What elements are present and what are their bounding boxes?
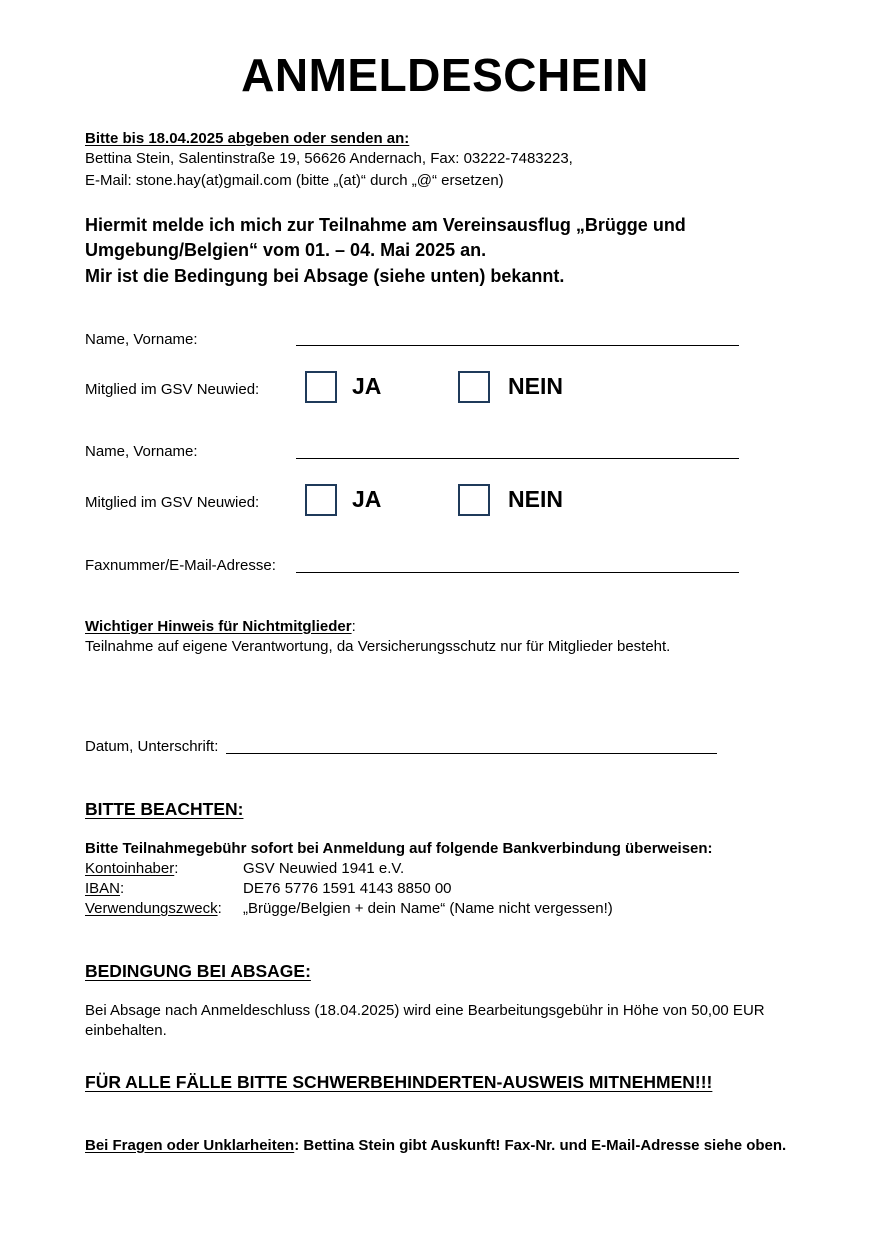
page-title: ANMELDESCHEIN xyxy=(241,49,649,101)
cancellation-heading: BEDINGUNG BEI ABSAGE: xyxy=(85,961,311,981)
questions-label: Bei Fragen oder Unklarheiten xyxy=(85,1137,295,1154)
bank-row-holder xyxy=(0,858,890,880)
member-no-label-2: NEIN xyxy=(508,486,563,512)
notice-text: Teilnahme auf eigene Verantwortung, da Versicherungsschutz nur für Mitglieder besteht. xyxy=(85,638,671,655)
contact-input-line[interactable] xyxy=(296,572,739,573)
name-input-line-2[interactable] xyxy=(296,458,739,459)
payment-intro: Bitte Teilnahmegebühr sofort bei Anmeldung auf folgende Bankverbindung überweisen: xyxy=(85,840,713,857)
member-no-checkbox-2[interactable] xyxy=(458,484,490,516)
name-label-2: Name, Vorname: xyxy=(85,443,198,460)
cancellation-line-1: Bei Absage nach Anmeldeschluss (18.04.2025) wird eine Bearbeitungsgebühr in Höhe von 50,00 EUR xyxy=(85,1002,765,1019)
iban-label: IBAN: xyxy=(85,880,125,897)
member-yes-label-1: JA xyxy=(352,373,382,399)
holder-value: GSV Neuwied 1941 e.V. xyxy=(243,860,405,877)
notice-heading-text: Wichtiger Hinweis für Nichtmitglieder xyxy=(85,618,352,635)
contact-label: Faxnummer/E-Mail-Adresse: xyxy=(85,557,276,574)
payment-heading: BITTE BEACHTEN: xyxy=(85,799,244,819)
signature-label: Datum, Unterschrift: xyxy=(85,738,219,755)
deadline-heading: Bitte bis 18.04.2025 abgeben oder senden an: xyxy=(85,130,410,147)
bank-row-purpose xyxy=(0,898,890,920)
holder-label: Kontoinhaber: xyxy=(85,860,179,877)
member-label-1: Mitglied im GSV Neuwied: xyxy=(85,381,260,398)
purpose-label: Verwendungszweck: xyxy=(85,900,222,917)
address-line: Bettina Stein, Salentinstraße 19, 56626 Andernach, Fax: 03222-7483223, xyxy=(85,150,573,167)
questions-line xyxy=(85,1135,786,1157)
notice-colon: : xyxy=(351,618,356,635)
purpose-value: „Brügge/Belgien + dein Name“ (Name nicht vergessen!) xyxy=(243,900,613,917)
name-input-line-1[interactable] xyxy=(296,345,739,346)
intro-line-1: Hiermit melde ich mich zur Teilnahme am Vereinsausflug „Brügge und xyxy=(85,215,686,235)
intro-line-2: Umgebung/Belgien“ vom 01. – 04. Mai 2025 an. xyxy=(85,240,487,260)
intro-line-3: Mir ist die Bedingung bei Absage (siehe unten) bekannt. xyxy=(85,266,565,286)
member-yes-checkbox-1[interactable] xyxy=(305,371,337,403)
name-label-1: Name, Vorname: xyxy=(85,331,198,348)
bank-row-iban xyxy=(0,878,890,900)
signature-input-line[interactable] xyxy=(226,753,717,754)
email-line: E-Mail: stone.hay(at)gmail.com (bitte „(at)“ durch „@“ ersetzen) xyxy=(85,172,504,189)
member-label-2: Mitglied im GSV Neuwied: xyxy=(85,494,260,511)
member-yes-label-2: JA xyxy=(352,486,382,512)
cancellation-line-2: einbehalten. xyxy=(85,1022,167,1039)
member-no-checkbox-1[interactable] xyxy=(458,371,490,403)
reminder-text: FÜR ALLE FÄLLE BITTE SCHWERBEHINDERTEN-AUSWEIS MITNEHMEN!!! xyxy=(85,1072,713,1092)
member-yes-checkbox-2[interactable] xyxy=(305,484,337,516)
member-no-label-1: NEIN xyxy=(508,373,563,399)
questions-text: : Bettina Stein gibt Auskunft! Fax-Nr. und E-Mail-Adresse siehe oben. xyxy=(294,1137,787,1154)
notice-heading xyxy=(85,616,356,638)
iban-value: DE76 5776 1591 4143 8850 00 xyxy=(243,880,452,897)
